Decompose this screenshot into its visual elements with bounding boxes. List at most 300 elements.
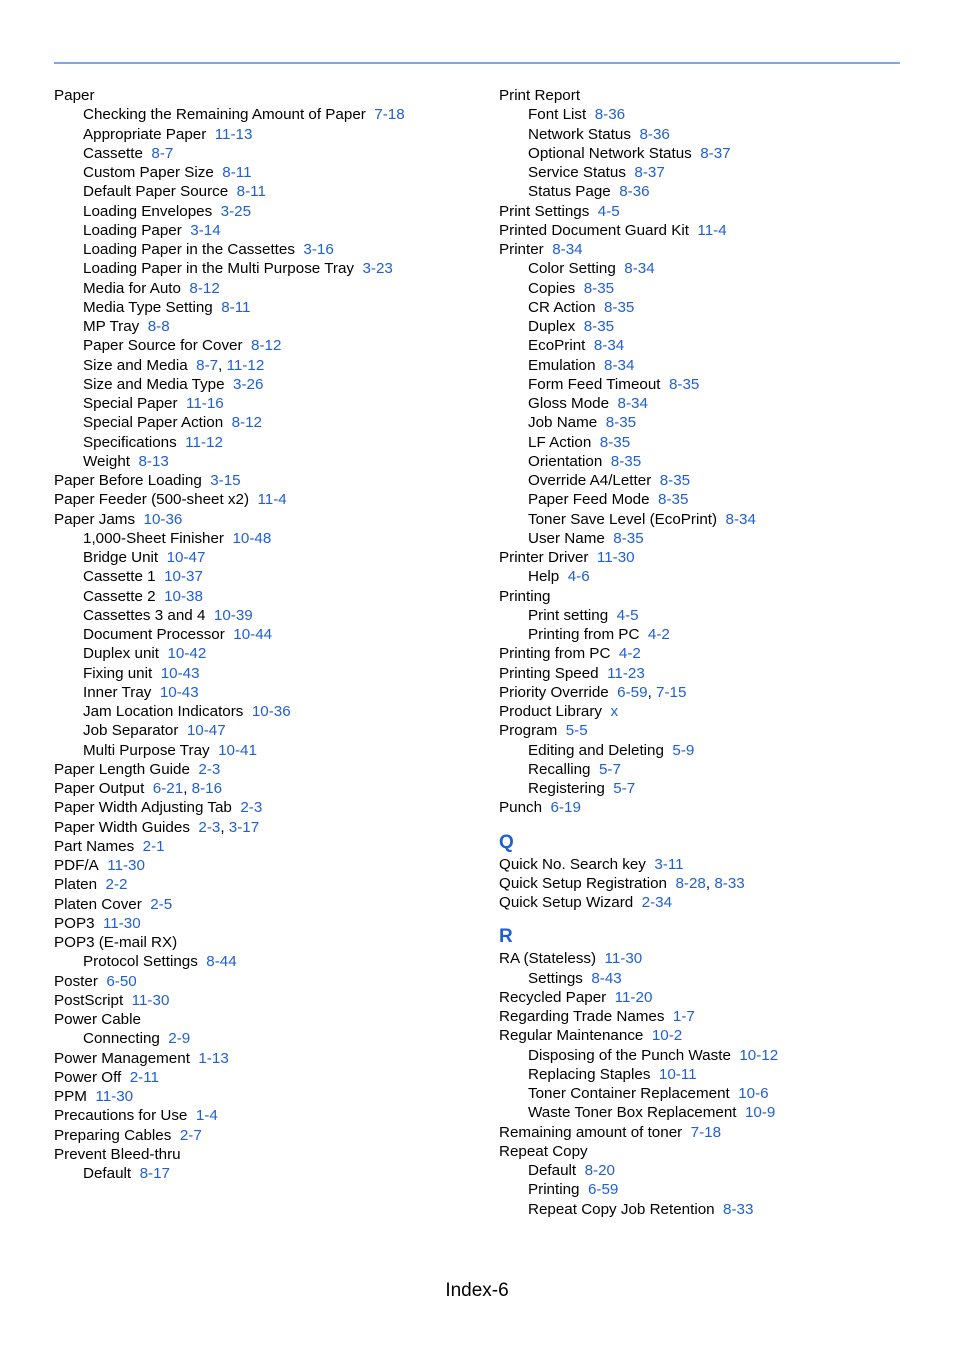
index-term: Job Separator (83, 722, 179, 740)
index-term: Printer (499, 241, 544, 258)
index-term: Paper Jams (54, 510, 136, 528)
index-subentry (54, 952, 484, 971)
index-subentry (499, 510, 929, 529)
index-term: Print Report (499, 87, 581, 104)
index-term: Special Paper Action (83, 414, 224, 432)
page-ref-link[interactable]: 4-6 (567, 568, 590, 586)
page-ref-link[interactable]: 7-18 (690, 1123, 722, 1141)
index-entry (499, 644, 929, 663)
page-ref-link[interactable]: 10-44 (233, 626, 273, 643)
index-term: Prevent Bleed-thru (54, 1145, 181, 1163)
section-letter: R (499, 926, 513, 948)
index-term: Default (528, 1162, 577, 1179)
index-term: RA (Stateless) (499, 950, 597, 968)
index-term: Platen (54, 876, 98, 894)
index-subentry (54, 587, 484, 606)
page-ref-link[interactable]: 7-18 (374, 106, 405, 124)
index-term: Platen Cover (54, 895, 142, 913)
index-entry (499, 1007, 929, 1026)
index-term: Regular Maintenance (499, 1027, 644, 1045)
page-ref-link[interactable]: 11-12 (226, 356, 265, 374)
page-ref-link[interactable]: 2-1 (142, 837, 165, 855)
index-subentry (54, 163, 484, 182)
index-entry (499, 893, 929, 912)
page-ref-link[interactable]: 11-30 (107, 857, 145, 874)
index-term: Loading Paper in the Multi Purpose Tray (83, 260, 355, 278)
index-term: Paper Feed Mode (528, 491, 650, 509)
page-ref-link[interactable]: 8-17 (139, 1165, 170, 1182)
section-letter: Q (499, 831, 514, 853)
index-term: Poster (54, 972, 98, 990)
index-subentry (54, 279, 484, 298)
index-entry (499, 587, 929, 606)
page-ref-link[interactable]: 8-35 (583, 279, 615, 297)
index-subentry (499, 413, 929, 432)
page-ref-link[interactable]: 10-36 (251, 703, 291, 720)
index-subentry (54, 548, 484, 567)
page-ref-link[interactable]: 4-2 (647, 626, 670, 643)
index-term: Default Paper Source (83, 183, 229, 201)
page-ref-link[interactable]: 2-34 (641, 894, 673, 911)
index-subentry (499, 625, 929, 644)
page-ref-link[interactable]: 8-43 (591, 969, 622, 987)
index-term: Remaining amount of toner (499, 1123, 683, 1141)
page-ref-link[interactable]: 11-30 (596, 549, 635, 566)
index-entry (54, 972, 484, 991)
index-subentry (499, 259, 929, 278)
index-subentry (499, 144, 929, 163)
index-term: Cassette (83, 144, 143, 162)
index-entry (499, 949, 929, 968)
page-ref-link[interactable]: 3-15 (210, 472, 241, 489)
index-term: Network Status (528, 125, 631, 143)
page-ref-link[interactable]: 8-37 (634, 164, 665, 181)
index-entry (499, 1142, 929, 1161)
index-term: Printing (499, 587, 551, 605)
index-term: Repeat Copy Job Retention (528, 1200, 715, 1218)
index-term: Registering (528, 780, 605, 797)
page-ref-link[interactable]: 11-13 (214, 125, 253, 143)
index-subentry (499, 125, 929, 144)
page-ref-link[interactable]: 8-35 (610, 452, 642, 470)
page-ref-link[interactable]: 11-30 (102, 914, 141, 932)
page-ref-link[interactable]: 10-43 (160, 664, 200, 682)
index-subentry (54, 221, 484, 240)
index-subentry (54, 298, 484, 317)
index-term: PPM (54, 1088, 87, 1105)
index-entry (54, 1049, 484, 1068)
page-ref-link[interactable]: 8-34 (593, 337, 625, 355)
index-term: Recycled Paper (499, 988, 607, 1006)
index-term: Optional Network Status (528, 144, 692, 162)
page-ref-link[interactable]: 2-5 (150, 895, 173, 913)
page-ref-link[interactable]: 10-36 (143, 510, 183, 528)
index-subentry (499, 779, 929, 798)
index-term: Font List (528, 106, 587, 124)
page-ref-link[interactable]: 4-5 (597, 202, 620, 220)
index-term: Paper Width Adjusting Tab (54, 799, 232, 817)
index-subentry (499, 336, 929, 355)
page-ref-link[interactable]: 10-47 (186, 722, 226, 740)
page-ref-link[interactable]: 8-37 (700, 144, 731, 162)
index-term: Settings (528, 969, 583, 987)
index-term: Loading Paper in the Cassettes (83, 241, 295, 258)
page-ref-link[interactable]: 8-13 (138, 452, 169, 470)
page-ref-link[interactable]: 11-16 (186, 395, 224, 412)
index-entry (499, 221, 929, 240)
index-entry (54, 798, 484, 817)
index-subentry (499, 1180, 929, 1199)
index-term: PostScript (54, 991, 124, 1009)
page-ref-link[interactable]: 8-12 (189, 279, 220, 297)
index-subentry (54, 452, 484, 471)
index-term: Recalling (528, 760, 591, 778)
index-term: POP3 (E-mail RX) (54, 934, 178, 951)
index-subentry (54, 413, 484, 432)
index-subentry (54, 625, 484, 644)
page-ref-link[interactable]: 10-43 (159, 683, 199, 701)
index-term: Duplex (528, 318, 576, 335)
page-ref-link[interactable]: 3-17 (228, 818, 260, 836)
index-term: Paper Feeder (500-sheet x2) (54, 491, 250, 509)
index-term: Toner Save Level (EcoPrint) (528, 510, 718, 528)
page-ref-link[interactable]: 2-7 (179, 1126, 202, 1144)
page-ref-link[interactable]: 10-38 (164, 587, 203, 605)
page-ref-link[interactable]: 8-12 (251, 337, 282, 355)
index-term: Form Feed Timeout (528, 375, 661, 393)
page-ref-link[interactable]: 5-7 (598, 760, 621, 778)
index-subentry (54, 683, 484, 702)
index-subentry (54, 182, 484, 201)
index-subentry (499, 182, 929, 201)
page-ref-link[interactable]: 8-35 (613, 529, 644, 547)
index-entry: Paper Width Guides 2-3, 3-17 (54, 818, 260, 836)
index-term: Inner Tray (83, 683, 152, 701)
index-term: Part Names (54, 837, 135, 855)
index-term: Paper Width Guides (54, 818, 190, 836)
page-ref-link[interactable]: 8-36 (639, 125, 670, 143)
index-subentry (499, 394, 929, 413)
page-ref-link[interactable]: 2-9 (168, 1030, 191, 1048)
page-ref-link[interactable]: 11-23 (607, 664, 645, 682)
index-term: Printing from PC (528, 626, 640, 643)
page-number: Index-6 (445, 1280, 509, 1301)
page-ref-link[interactable]: 6-59 (587, 1181, 619, 1199)
index-subentry (499, 1200, 929, 1219)
index-term: Size and Media (83, 356, 188, 374)
page-ref-link[interactable]: 3-23 (362, 260, 393, 278)
index-subentry (54, 375, 484, 394)
page-ref-link[interactable]: 11-30 (95, 1088, 134, 1105)
page-ref-link[interactable]: 2-2 (105, 876, 128, 894)
page-ref-link[interactable]: 11-20 (614, 988, 653, 1006)
page-ref-link[interactable]: 4-2 (618, 645, 641, 663)
page-ref-link[interactable]: 10-47 (166, 549, 206, 566)
index-term: Copies (528, 279, 576, 297)
page-ref-link[interactable]: 8-34 (604, 356, 635, 374)
index-term: Precautions for Use (54, 1107, 188, 1125)
page-ref-link[interactable]: 4-5 (616, 606, 639, 624)
index-entry (54, 510, 484, 529)
index-term: Priority Override (499, 683, 609, 701)
page-ref-link[interactable]: 5-9 (672, 741, 695, 759)
index-subentry (54, 529, 484, 548)
index-subentry (54, 240, 484, 259)
index-term: Print setting (528, 606, 609, 624)
index-subentry (499, 741, 929, 760)
page-ref-link[interactable]: 8-8 (147, 318, 170, 335)
index-term: MP Tray (83, 318, 140, 335)
index-term: User Name (528, 529, 605, 547)
page-ref-link[interactable]: 11-30 (131, 991, 170, 1009)
page-ref-link[interactable]: 8-35 (659, 472, 691, 489)
index-term: EcoPrint (528, 337, 586, 355)
index-entry (54, 991, 484, 1010)
page-ref-link[interactable]: 2-11 (129, 1068, 159, 1086)
index-subentry (499, 969, 929, 988)
index-subentry (54, 144, 484, 163)
index-entry: Quick Setup Registration 8-28, 8-33 (499, 874, 745, 892)
index-subentry (54, 644, 484, 663)
index-subentry (499, 375, 929, 394)
page-ref-link[interactable]: 3-16 (303, 241, 334, 258)
index-entry (54, 490, 484, 509)
page-ref-link[interactable]: 8-11 (236, 183, 266, 201)
index-entry (54, 933, 484, 952)
index-entry (54, 86, 484, 105)
index-entry (54, 1126, 484, 1145)
index-term: POP3 (54, 914, 95, 932)
page-ref-link[interactable]: 6-59 (617, 683, 648, 701)
index-term: Printing from PC (499, 645, 611, 663)
page-ref-link[interactable]: 10-11 (658, 1065, 697, 1083)
index-subentry (54, 1164, 484, 1183)
page-ref-link[interactable]: 8-20 (584, 1162, 615, 1179)
index-subentry (499, 1065, 929, 1084)
index-subentry (54, 125, 484, 144)
index-term: Custom Paper Size (83, 164, 214, 181)
index-term: Default (83, 1165, 132, 1182)
index-term: Help (528, 568, 560, 586)
index-term: Preparing Cables (54, 1126, 172, 1144)
page-ref-link[interactable]: 8-34 (725, 510, 756, 528)
index-entry (499, 664, 929, 683)
page-ref-link[interactable]: 1-7 (672, 1008, 695, 1025)
index-term: Punch (499, 799, 543, 817)
index-subentry (54, 259, 484, 278)
index-term: Override A4/Letter (528, 472, 652, 489)
page-ref-link[interactable]: 2-3 (198, 760, 221, 778)
index-subentry (499, 298, 929, 317)
page-ref-link[interactable]: 8-11 (222, 164, 252, 181)
index-subentry (499, 490, 929, 509)
index-term: Orientation (528, 452, 603, 470)
page-ref-link[interactable]: 10-37 (164, 568, 203, 586)
index-subentry (54, 567, 484, 586)
index-term: Cassette 2 (83, 587, 156, 605)
page-ref-link[interactable]: 8-36 (594, 106, 626, 124)
page-ref-link[interactable]: 8-28 (675, 874, 706, 892)
page-ref-link[interactable]: 7-15 (656, 683, 687, 701)
index-subentry (54, 1029, 484, 1048)
index-entry (54, 1145, 484, 1164)
page-ref-link[interactable]: 8-35 (603, 298, 635, 316)
page-ref-link[interactable]: 10-12 (739, 1046, 779, 1064)
page-ref-link[interactable]: 10-41 (218, 741, 257, 759)
page-ref-link[interactable]: 6-19 (550, 799, 581, 817)
index-term: Disposing of the Punch Waste (528, 1046, 731, 1064)
page-ref-link[interactable]: 10-48 (232, 529, 272, 547)
index-term: Weight (83, 452, 130, 470)
index-term: Power Off (54, 1068, 122, 1086)
index-subentry (499, 567, 929, 586)
page-ref-link[interactable]: 8-34 (552, 241, 583, 258)
page-ref-link[interactable]: 8-36 (619, 183, 650, 201)
page-ref-link[interactable]: 8-35 (658, 491, 689, 509)
index-term: Appropriate Paper (83, 125, 207, 143)
page-ref-link[interactable]: 8-12 (231, 414, 263, 432)
index-term: Specifications (83, 433, 177, 451)
index-entry: Priority Override 6-59, 7-15 (499, 683, 687, 701)
index-term: Media Type Setting (83, 298, 213, 316)
index-term: Paper Length Guide (54, 760, 190, 778)
index-entry (499, 1123, 929, 1142)
index-term: Emulation (528, 356, 596, 374)
page-ref-link[interactable]: 10-6 (738, 1085, 769, 1102)
page-ref-link[interactable]: 3-25 (220, 202, 252, 220)
page-ref-link[interactable]: 8-35 (668, 375, 700, 393)
index-term: Duplex unit (83, 645, 159, 663)
page-ref-link[interactable]: 8-35 (605, 414, 637, 432)
page-ref-link[interactable]: 11-30 (604, 950, 643, 968)
index-term: Connecting (83, 1030, 160, 1048)
index-subentry (499, 1084, 929, 1103)
index-entry: Paper Output 6-21, 8-16 (54, 780, 223, 797)
index-subentry: Size and Media 8-7, 11-12 (83, 356, 265, 374)
index-term: Waste Toner Box Replacement (528, 1104, 737, 1122)
index-entry (499, 798, 929, 817)
index-entry (54, 856, 484, 875)
index-subentry (54, 394, 484, 413)
page-ref-link[interactable]: 11-4 (697, 221, 727, 239)
index-term: Loading Paper (83, 221, 182, 239)
page-ref-link[interactable]: 6-50 (106, 972, 137, 990)
page-ref-link[interactable]: 10-42 (167, 645, 207, 663)
index-term: Quick No. Search key (499, 855, 646, 873)
page-ref-link[interactable]: 8-34 (624, 260, 655, 278)
page-ref-link[interactable]: 2-3 (240, 799, 263, 817)
page-ref-link[interactable]: 8-35 (583, 318, 615, 335)
index-term: Paper Before Loading (54, 472, 202, 489)
index-subentry (54, 721, 484, 740)
index-column-left (54, 86, 484, 1183)
page-ref-link[interactable]: 10-39 (213, 606, 253, 624)
page-ref-link[interactable]: 5-5 (565, 722, 588, 740)
page-ref-link[interactable]: 10-9 (744, 1104, 776, 1122)
index-term: Cassettes 3 and 4 (83, 606, 206, 624)
index-term: Repeat Copy (499, 1142, 588, 1160)
index-term: Bridge Unit (83, 549, 159, 566)
page-ref-link[interactable]: 11-12 (185, 433, 223, 451)
page-ref-link[interactable]: x (610, 703, 619, 720)
index-term: Gloss Mode (528, 395, 610, 412)
page-ref-link[interactable]: 10-2 (651, 1027, 683, 1045)
page-ref-link[interactable]: 8-16 (191, 780, 223, 797)
index-term: Printer Driver (499, 549, 589, 566)
index-term: Multi Purpose Tray (83, 741, 210, 759)
index-term: Special Paper (83, 395, 178, 412)
page-ref-link[interactable]: 8-44 (206, 953, 237, 971)
index-subentry (54, 433, 484, 452)
index-subentry (499, 452, 929, 471)
page-ref-link[interactable]: 8-33 (714, 874, 745, 892)
index-term: Cassette 1 (83, 568, 156, 586)
index-subentry (54, 664, 484, 683)
page-ref-link[interactable]: 2-3 (198, 818, 221, 836)
index-term: Quick Setup Wizard (499, 894, 634, 911)
index-subentry (499, 163, 929, 182)
index-entry (54, 1010, 484, 1029)
index-entry (54, 1068, 484, 1087)
page-ref-link[interactable]: 8-7 (151, 144, 174, 162)
index-term: 1,000-Sheet Finisher (83, 529, 224, 547)
page-ref-link[interactable]: 8-34 (617, 395, 648, 412)
page-ref-link[interactable]: 1-13 (198, 1049, 229, 1067)
index-term: Printed Document Guard Kit (499, 221, 689, 239)
page-ref-link[interactable]: 3-26 (233, 375, 264, 393)
page-ref-link[interactable]: 3-11 (654, 855, 684, 873)
page-ref-link[interactable]: 6-21 (152, 780, 184, 797)
page-ref-link[interactable]: 11-4 (257, 491, 287, 509)
index-subentry (499, 1103, 929, 1122)
page-ref-link[interactable]: 8-33 (723, 1200, 754, 1218)
index-term: Jam Location Indicators (83, 703, 244, 720)
index-entry (54, 760, 484, 779)
page-ref-link[interactable]: 8-11 (221, 298, 251, 316)
index-term: Service Status (528, 164, 626, 181)
index-subentry (499, 471, 929, 490)
index-term: Printing (528, 1181, 580, 1199)
page-ref-link[interactable]: 1-4 (195, 1107, 218, 1125)
index-subentry (499, 433, 929, 452)
index-term: Print Settings (499, 202, 590, 220)
index-subentry (499, 1161, 929, 1180)
index-subentry (54, 741, 484, 760)
index-subentry (54, 105, 484, 124)
index-term: Fixing unit (83, 664, 153, 682)
index-subentry (499, 105, 929, 124)
index-entry (54, 895, 484, 914)
header-rule (54, 62, 900, 64)
index-term: Job Name (528, 414, 598, 432)
index-term: Color Setting (528, 260, 616, 278)
index-entry (54, 837, 484, 856)
index-term: Paper (54, 87, 95, 104)
page-ref-link[interactable]: 5-7 (613, 780, 636, 797)
page-ref-link[interactable]: 3-14 (190, 221, 221, 239)
index-entry (54, 1087, 484, 1106)
index-term: Toner Container Replacement (528, 1085, 730, 1102)
index-subentry (499, 760, 929, 779)
index-term: Printing Speed (499, 664, 599, 682)
index-entry (54, 471, 484, 490)
index-term: Loading Envelopes (83, 202, 213, 220)
page-ref-link[interactable]: 8-35 (599, 433, 631, 451)
index-entry (54, 1106, 484, 1125)
index-term: PDF/A (54, 857, 99, 874)
page-ref-link[interactable]: 8-7 (196, 356, 219, 374)
index-entry (499, 702, 929, 721)
